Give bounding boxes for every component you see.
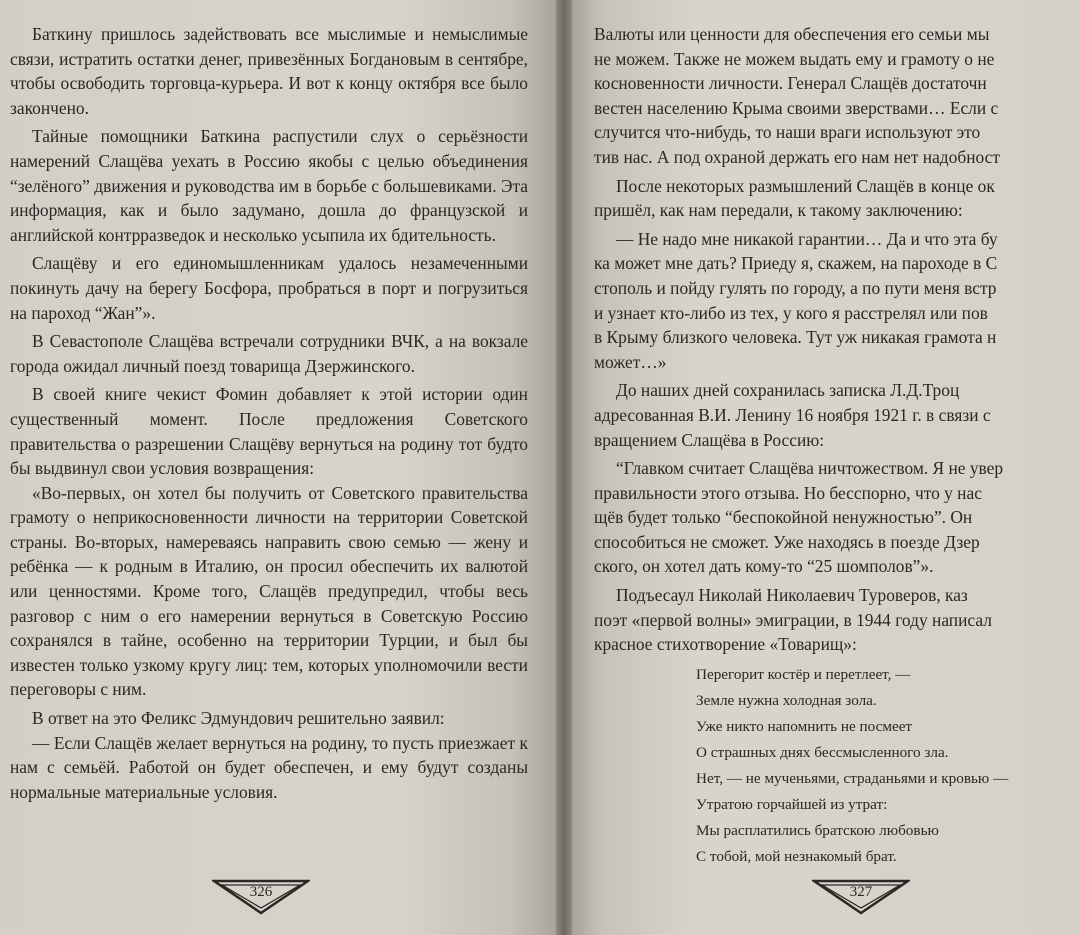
right-page-text xyxy=(594,22,1080,657)
poem-line: Земле нужна холодная зола. xyxy=(696,692,877,709)
text-line: правильности этого отзыва. Но бесспорно, что у нас xyxy=(594,482,982,503)
text-line: поэт «первой волны» эмиграции, в 1944 году написал xyxy=(594,609,992,630)
paragraph: В своей книге чекист Фомин добавляет к этой истории один существенный момент. После предложения Советского правительства о разрешении Слащёву вернуться на родину тот будто бы выдвинул свои условия возвращения: xyxy=(10,384,528,479)
poem-line: Утратою горчайшей из утрат: xyxy=(696,796,888,813)
page-number-text: 327 xyxy=(849,884,873,900)
text-line: — Не надо мне никакой гарантии… Да и что эта бу xyxy=(616,228,998,249)
poem-line: О страшных днях бессмысленного зла. xyxy=(696,744,949,761)
text-line: Валюты или ценности для обеспечения его семьи мы xyxy=(594,24,990,44)
text-line: После некоторых размышлений Слащёв в конце ок xyxy=(616,175,995,196)
paragraph: В ответ на это Феликс Эдмундович решительно заявил: xyxy=(32,708,445,729)
text-line: Подъесаул Николай Николаевич Туроверов, каз xyxy=(616,585,968,606)
paragraph: В Севастополе Слащёва встречали сотрудники ВЧК, а на вокзале города ожидал личный поезд товарища Дзержинского. xyxy=(10,331,528,376)
paragraph: «Во-первых, он хотел бы получить от Советского правительства грамоту о неприкосновенности личности на территории Советской страны. Во-вторых, намереваясь направить свою семью — жену и ребёнка — к родным в Италию, он просил обеспечить их валютой или ценностями. Кроме того, Слащёв предупредил, чтобы весь разговор с ним о его намерении вернуться в Советскую Россию сохранялся в тайне, особенно на территории Турции, и был бы известен только узкому кругу лиц: тем, которых уполномочили вести переговоры с ним. xyxy=(10,482,528,700)
text-line: вращением Слащёва в Россию: xyxy=(594,429,825,450)
text-line: способиться не сможет. Уже находясь в поезде Дзер xyxy=(594,531,980,552)
text-line: ка может мне дать? Приеду я, скажем, на пароходе в С xyxy=(594,253,998,274)
book-gutter xyxy=(556,0,572,935)
text-line: тив нас. А под охраной держать его нам нет надобност xyxy=(594,146,1000,167)
page-number-left xyxy=(212,878,310,916)
text-line: красное стихотворение «Товарищ»: xyxy=(594,634,857,655)
page-number-right xyxy=(812,878,910,916)
text-line: в Крыму близкого человека. Тут уж никакая грамота н xyxy=(594,327,997,348)
poem-line: С тобой, мой незнакомый брат. xyxy=(696,848,897,865)
poem xyxy=(696,662,1008,870)
text-line: косновенности личности. Генерал Слащёв достаточн xyxy=(594,73,987,94)
page-number-text: 326 xyxy=(249,884,273,900)
paragraph: Тайные помощники Баткина распустили слух о серьёзности намерений Слащёва уехать в Россию якобы с целью объединения “зелёного” движения и руководства им в борьбе с большевиками. Эта информация, как и было задумано, дошла до французской и английской контрразведок и несколько усыпила их бдительность. xyxy=(10,126,528,245)
poem-line: Уже никто напомнить не посмеет xyxy=(696,718,913,735)
right-page xyxy=(572,0,1080,935)
paragraph: Баткину пришлось задействовать все мыслимые и немыслимые связи, истратить остатки денег, привезённых Богдановым в сентябре, чтобы освободить торговца-курьера. И вот к концу октября все было закончено. xyxy=(10,24,528,118)
text-line: случится что-нибудь, то наши враги используют это xyxy=(594,122,981,143)
text-line: не можем. Также не можем выдать ему и грамоту о не xyxy=(594,48,995,69)
left-page-text xyxy=(10,22,528,804)
text-line: вестен населению Крыма своими зверствами… Если с xyxy=(594,97,999,118)
text-line: стополь и пойду гулять по городу, а по пути меня встр xyxy=(594,277,997,298)
text-line: может…» xyxy=(594,351,667,372)
paragraph: Слащёву и его единомышленникам удалось незамеченными покинуть дачу на берегу Босфора, пробраться в порт и погрузиться на пароход “Жан”». xyxy=(10,253,528,323)
text-line: ского, он хотел дать кому-то “25 шомполов”». xyxy=(594,556,934,577)
text-line: адресованная В.И. Ленину 16 ноября 1921 г. в связи с xyxy=(594,404,991,425)
text-line: пришёл, как нам передали, к такому заключению: xyxy=(594,200,963,221)
text-line: “Главком считает Слащёва ничтожеством. Я не увер xyxy=(616,458,1004,479)
text-line: щёв будет только “беспокойной ненужностью”. Он xyxy=(594,507,973,528)
poem-line: Мы расплатились братскою любовью xyxy=(696,822,939,839)
text-line: До наших дней сохранилась записка Л.Д.Троц xyxy=(616,380,960,401)
paragraph: — Если Слащёв желает вернуться на родину, то пусть приезжает к нам с семьёй. Работой он будет обеспечен, и ему будут созданы нормальные материальные условия. xyxy=(10,732,528,802)
poem-line: Перегорит костёр и перетлеет, — xyxy=(696,666,911,683)
poem-line: Нет, — не мученьями, страданьями и кровью — xyxy=(696,770,1009,787)
text-line: и узнает кто-либо из тех, у кого я расстрелял или пов xyxy=(594,302,988,323)
